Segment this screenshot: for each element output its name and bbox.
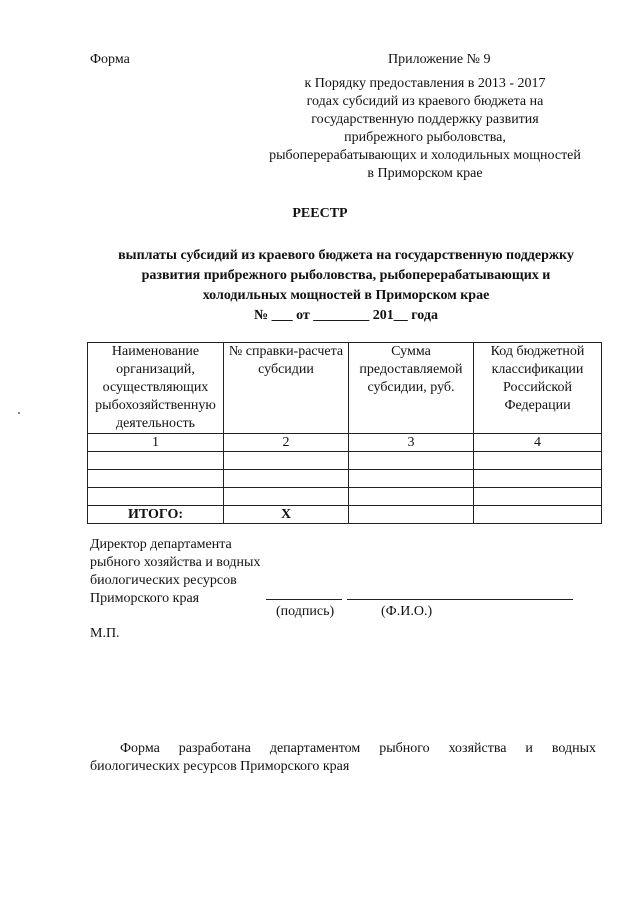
table-cell[interactable] — [224, 470, 349, 488]
table-cell[interactable] — [88, 452, 224, 470]
table-header-row — [88, 343, 602, 434]
form-label: Форма — [90, 52, 130, 67]
signature-caption: (подпись) — [276, 604, 335, 619]
signatory-line: рыбного хозяйства и водных — [90, 555, 261, 570]
appendix-reference-line: государственную поддержку развития — [311, 112, 539, 127]
full-name-caption: (Ф.И.О.) — [381, 604, 433, 619]
appendix-reference-line: в Приморском крае — [367, 166, 483, 181]
column-number: 1 — [88, 434, 224, 452]
column-header-subsidy-amount: Сумма предоставляемой субсидии, руб. — [349, 343, 474, 434]
registry-table — [87, 342, 602, 524]
footer-note-line: Форма разработана департаментом рыбного хозяйства и водных — [120, 741, 596, 756]
seal-place-label: М.П. — [90, 626, 120, 641]
table-number-row — [88, 434, 602, 452]
subtitle-line: выплаты субсидий из краевого бюджета на государственную поддержку — [118, 248, 574, 263]
table-total-row — [88, 506, 602, 524]
document-title: РЕЕСТР — [292, 206, 348, 221]
appendix-reference-line: прибрежного рыболовства, — [344, 130, 506, 145]
table-cell[interactable] — [224, 488, 349, 506]
table-cell[interactable] — [349, 470, 474, 488]
appendix-reference-line: к Порядку предоставления в 2013 - 2017 — [304, 76, 546, 91]
signature-line[interactable] — [266, 599, 342, 600]
column-header-certificate-number: № справки-расчета субсидии — [224, 343, 349, 434]
column-header-organization: Наименование организаций, осуществляющих рыбохозяйственную деятельность — [88, 343, 224, 434]
column-header-budget-code: Код бюджетной классификации Российской Федерации — [474, 343, 602, 434]
table-row — [88, 452, 602, 470]
margin-mark — [18, 412, 20, 414]
column-number: 3 — [349, 434, 474, 452]
table-cell[interactable] — [224, 452, 349, 470]
total-label: ИТОГО: — [88, 506, 224, 524]
table-cell[interactable] — [88, 470, 224, 488]
appendix-reference-line: рыбоперерабатывающих и холодильных мощностей — [269, 148, 581, 163]
total-code-cell[interactable] — [474, 506, 602, 524]
total-mark: Х — [224, 506, 349, 524]
table-cell[interactable] — [474, 488, 602, 506]
table-row — [88, 488, 602, 506]
signatory-line: биологических ресурсов — [90, 573, 237, 588]
appendix-reference — [240, 75, 610, 183]
signatory-line: Директор департамента — [90, 537, 232, 552]
full-name-line[interactable] — [347, 599, 573, 600]
signatory-title — [90, 536, 260, 608]
appendix-reference-line: годах субсидий из краевого бюджета на — [306, 94, 544, 109]
subtitle-line: холодильных мощностей в Приморском крае — [202, 288, 490, 303]
table-cell[interactable] — [474, 452, 602, 470]
footer-note-line: биологических ресурсов Приморского края — [90, 759, 350, 774]
column-number: 2 — [224, 434, 349, 452]
document-subtitle — [90, 246, 602, 326]
table-cell[interactable] — [88, 488, 224, 506]
total-amount-cell[interactable] — [349, 506, 474, 524]
registry-number-date: № ___ от ________ 201__ года — [254, 308, 438, 323]
table-cell[interactable] — [349, 488, 474, 506]
table-row — [88, 470, 602, 488]
column-number: 4 — [474, 434, 602, 452]
signatory-line: Приморского края — [90, 591, 200, 606]
table-cell[interactable] — [349, 452, 474, 470]
table-cell[interactable] — [474, 470, 602, 488]
subtitle-line: развития прибрежного рыболовства, рыбоперерабатывающих и — [141, 268, 551, 283]
appendix-number: Приложение № 9 — [388, 52, 491, 67]
